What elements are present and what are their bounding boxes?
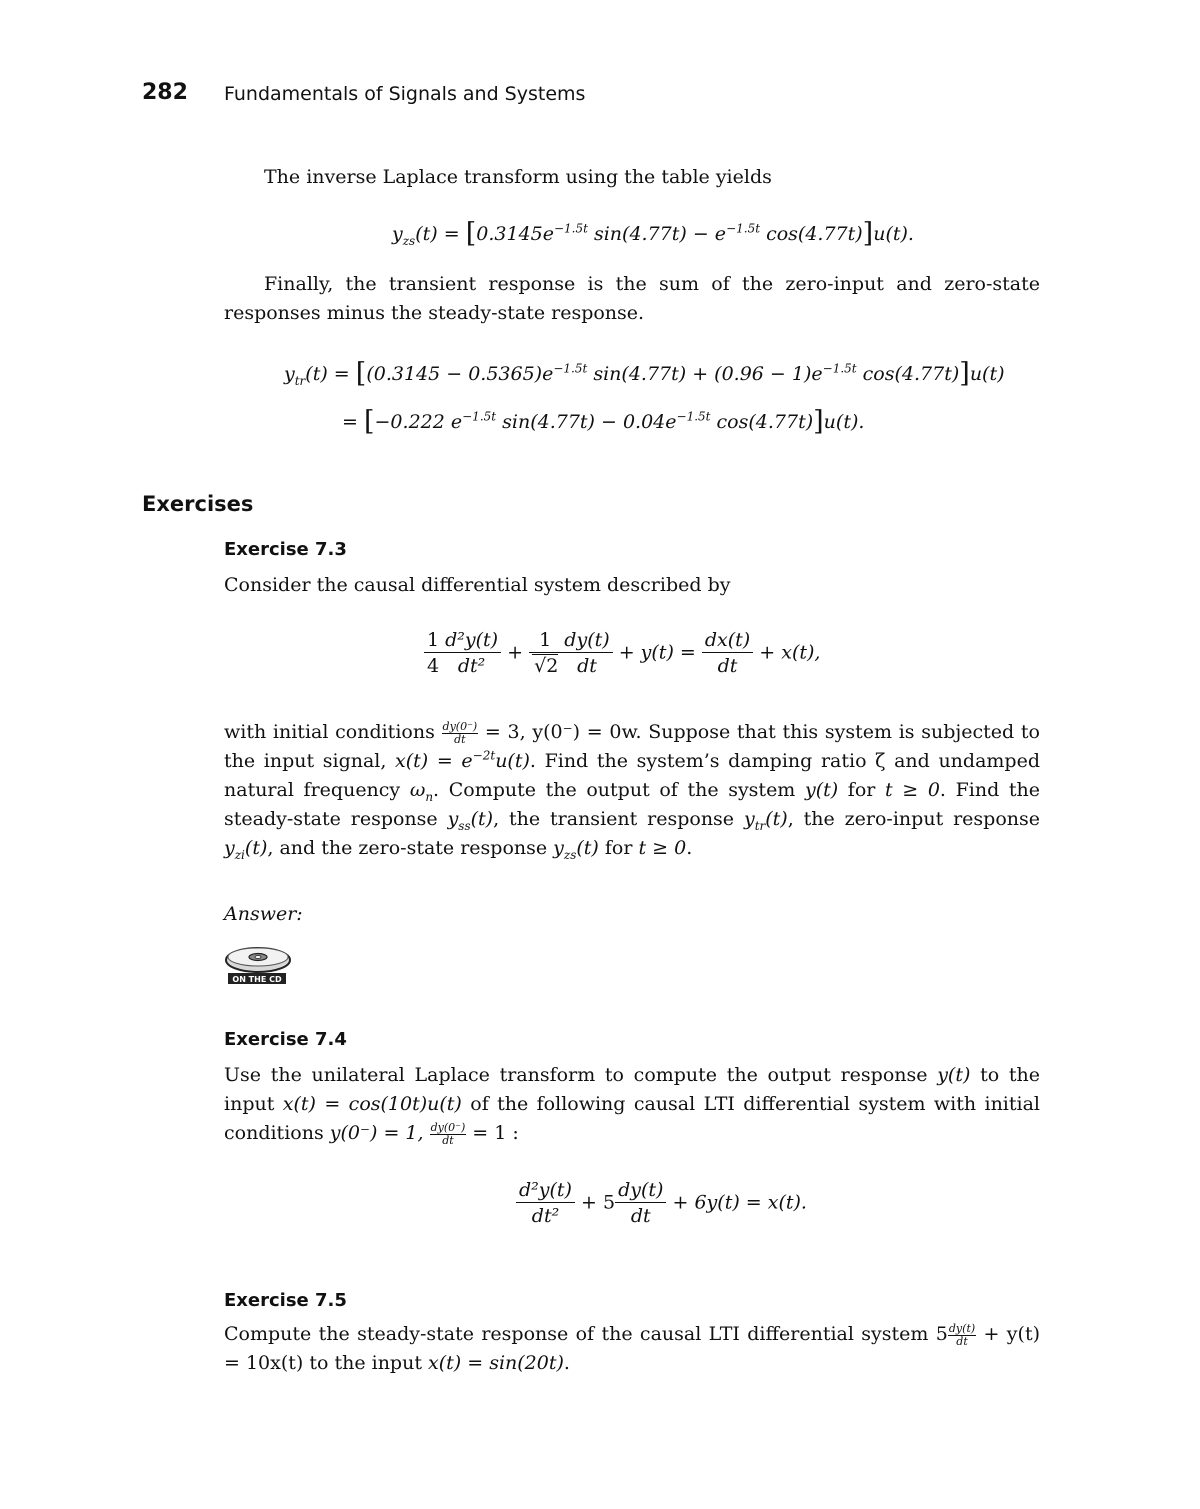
running-header: Fundamentals of Signals and Systems	[224, 83, 586, 105]
exercise-7-3-intro: Consider the causal differential system described by	[224, 574, 731, 596]
section-heading-exercises: Exercises	[142, 492, 254, 516]
intro-paragraph-2: Finally, the transient response is the sum of the zero-input and zero-state responses minus the steady-state response.	[224, 273, 1040, 324]
exercise-7-5-title: Exercise 7.5	[224, 1290, 347, 1311]
equation-zero-state: $y_{zs}(t) = [0.3145e^{-1.5t}$ $\sin(4.77t) - e^{-1.5t}$ cos(4.77t)]u(t).	[392, 218, 914, 249]
exercise-7-5-body: Compute the steady-state response of the causal LTI differential system 5 $\frac{dy(t)}{dt}$ + y(t) = 10x(t) to the input x(t) = sin(20t).	[224, 1321, 1040, 1374]
intro-paragraph-1: The inverse Laplace transform using the table yields	[264, 166, 772, 188]
page-number: 282	[142, 80, 188, 105]
exercise-7-3-body: with initial conditions $\frac{dy(0^-)}{dt}$ = 3, y(0⁻) = 0w. Suppose that this system is subjected to the input signal, $x(t) = e^{-2t}u(t)$. Find the system’s damping ratio ζ and undamped natural frequency $\omega_n$. Compute the output of the system y(t) for t ≥ 0. Find the steady-state response $y_{ss}(t)$, the transient response $y_{tr}(t)$, the zero-input response $y_{zi}(t)$, and the zero-state response $y_{zs}(t)$ for t ≥ 0.	[224, 719, 1040, 862]
exercise-7-3-answer-label: Answer:	[224, 903, 303, 925]
exercise-7-4-equation: $\frac{\text{d²y(t)}}{\text{dt²}}$ + 5 $\frac{dy(t)}{dt}$ + 6y(t) = x(t).	[516, 1178, 807, 1229]
exercise-7-4-title: Exercise 7.4	[224, 1029, 347, 1050]
cd-icon	[224, 942, 294, 990]
equation-transient-2: = [−0.222 $e^{-1.5t}$ $\sin(4.77t) - 0.04e^{-1.5t}$ cos(4.77t)]u(t).	[342, 406, 865, 437]
equation-transient-1: $y_{tr}(t) = [(0.3145 - 0.5365)e^{-1.5t}$ $\sin(4.77t) + (0.96 - 1)e^{-1.5t}$ cos(4.77t)]u(t)	[284, 358, 1005, 389]
cd-label: ON THE CD	[232, 975, 282, 984]
exercise-7-4-body: Use the unilateral Laplace transform to compute the output response y(t) to the input x(t) = cos(10t)u(t) of the following causal LTI differential system with initial conditions y(0⁻) = 1, $\frac{dy(0^-)}{dt}$ = 1 :	[224, 1064, 1040, 1147]
exercise-7-3-title: Exercise 7.3	[224, 539, 347, 560]
exercise-7-3-equation: $\frac{1}{4}$ $\frac{\text{d²y(t)}}{\text{dt²}}$ + $\frac{1}{√2}$ $\frac{dy(t)}{dt}$ + y(t) = $\frac{dx(t)}{dt}$ + x(t),	[424, 628, 820, 679]
